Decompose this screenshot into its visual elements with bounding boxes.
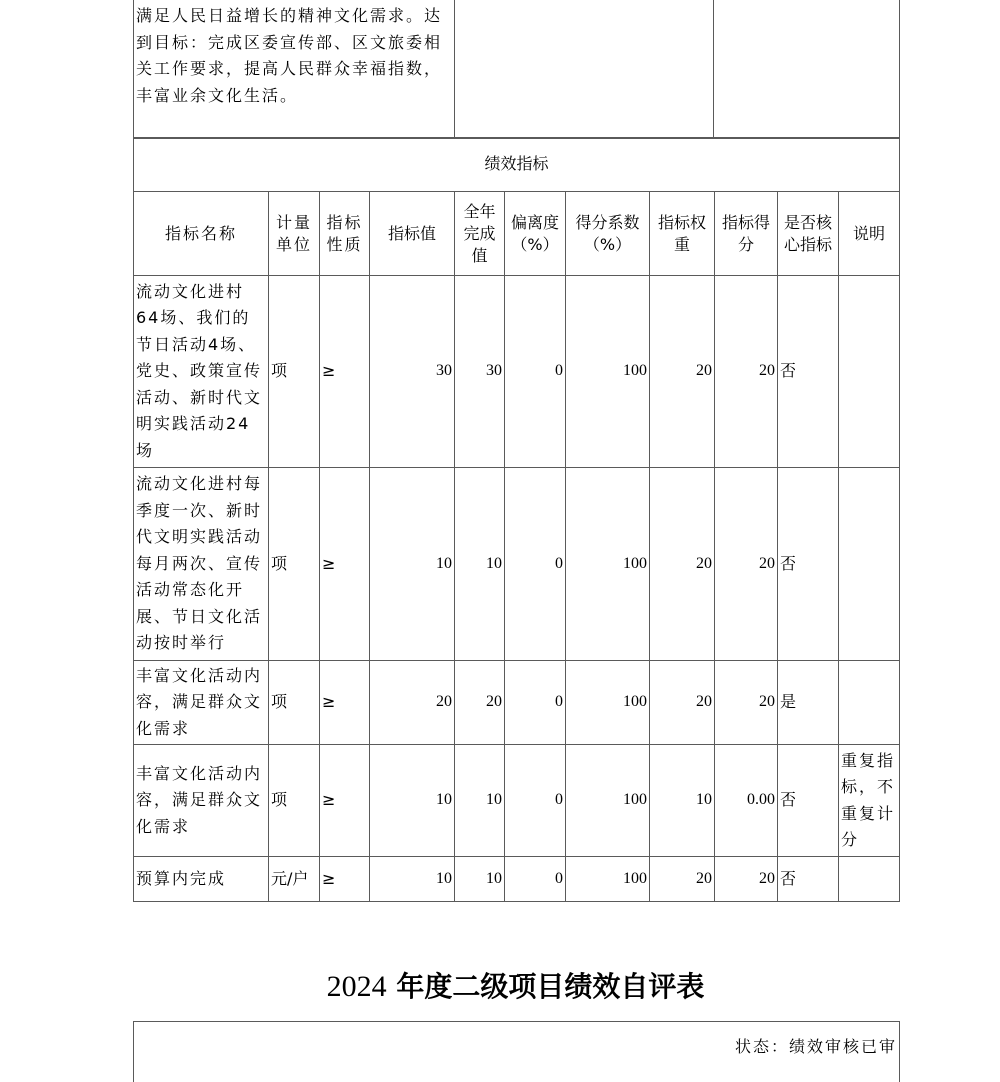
indicators-table — [133, 137, 900, 902]
target-cell: 20 — [370, 661, 455, 745]
score-cell: 20 — [715, 661, 778, 745]
score-cell: 20 — [715, 468, 778, 661]
coef-cell: 100 — [566, 745, 650, 857]
empty-cell — [455, 0, 714, 139]
note-cell — [839, 857, 900, 902]
empty-cell — [714, 0, 900, 139]
weight-cell: 20 — [650, 468, 715, 661]
form-title-year: 2024 — [326, 970, 387, 1003]
note-cell — [839, 276, 900, 468]
deviation-cell: 0 — [505, 857, 566, 902]
coef-cell: 100 — [566, 276, 650, 468]
table-row — [134, 661, 900, 745]
indicator-name: 流动文化进村64场、我们的节日活动4场、党史、政策宣传活动、新时代文明实践活动24场 — [134, 276, 269, 468]
status-text: 状态：绩效审核已审 — [734, 1037, 897, 1056]
deviation-cell: 0 — [505, 745, 566, 857]
table-row — [134, 276, 900, 468]
header-deviation: 偏离度（%） — [505, 192, 566, 276]
unit-cell: 项 — [269, 745, 320, 857]
note-cell — [839, 661, 900, 745]
core-cell: 是 — [778, 661, 839, 745]
weight-cell: 20 — [650, 661, 715, 745]
actual-cell: 10 — [455, 468, 505, 661]
header-actual: 全年完成值 — [455, 192, 505, 276]
form-title-text: 年度二级项目绩效自评表 — [396, 970, 705, 1003]
indicator-name: 丰富文化活动内容，满足群众文化需求 — [134, 661, 269, 745]
score-cell: 20 — [715, 857, 778, 902]
note-cell — [839, 468, 900, 661]
weight-cell: 10 — [650, 745, 715, 857]
actual-cell: 10 — [455, 745, 505, 857]
header-note: 说明 — [839, 192, 900, 276]
coef-cell: 100 — [566, 857, 650, 902]
target-cell: 10 — [370, 745, 455, 857]
goal-text: 满足人民日益增长的精神文化需求。达到目标：完成区委宣传部、区文旅委相关工作要求，提高人民群众幸福指数，丰富业余文化生活。 — [134, 0, 455, 139]
goal-table — [133, 0, 900, 139]
indicator-name: 预算内完成 — [134, 857, 269, 902]
nature-cell: ≥ — [320, 276, 370, 468]
weight-cell: 20 — [650, 276, 715, 468]
note-cell: 重复指标，不重复计分 — [839, 745, 900, 857]
unit-cell: 项 — [269, 661, 320, 745]
table-row — [134, 745, 900, 857]
actual-cell: 30 — [455, 276, 505, 468]
header-score: 指标得分 — [715, 192, 778, 276]
nature-cell: ≥ — [320, 468, 370, 661]
actual-cell: 10 — [455, 857, 505, 902]
target-cell: 10 — [370, 857, 455, 902]
section-title: 绩效指标 — [134, 138, 900, 192]
status-box — [133, 1021, 900, 1082]
table-row — [134, 468, 900, 661]
indicator-name: 丰富文化活动内容，满足群众文化需求 — [134, 745, 269, 857]
deviation-cell: 0 — [505, 276, 566, 468]
header-coef: 得分系数（%） — [566, 192, 650, 276]
nature-cell: ≥ — [320, 857, 370, 902]
table-row — [134, 857, 900, 902]
score-cell: 20 — [715, 276, 778, 468]
indicator-name: 流动文化进村每季度一次、新时代文明实践活动每月两次、宣传活动常态化开展、节日文化活动按时举行 — [134, 468, 269, 661]
unit-cell: 项 — [269, 276, 320, 468]
actual-cell: 20 — [455, 661, 505, 745]
core-cell: 否 — [778, 276, 839, 468]
header-weight: 指标权重 — [650, 192, 715, 276]
deviation-cell: 0 — [505, 468, 566, 661]
nature-cell: ≥ — [320, 661, 370, 745]
header-target: 指标值 — [370, 192, 455, 276]
core-cell: 否 — [778, 468, 839, 661]
core-cell: 否 — [778, 745, 839, 857]
header-name: 指标名称 — [134, 192, 269, 276]
header-unit: 计量单位 — [269, 192, 320, 276]
coef-cell: 100 — [566, 661, 650, 745]
coef-cell: 100 — [566, 468, 650, 661]
weight-cell: 20 — [650, 857, 715, 902]
form-title — [0, 965, 1000, 1005]
score-cell: 0.00 — [715, 745, 778, 857]
nature-cell: ≥ — [320, 745, 370, 857]
unit-cell: 项 — [269, 468, 320, 661]
header-core: 是否核心指标 — [778, 192, 839, 276]
unit-cell: 元/户 — [269, 857, 320, 902]
deviation-cell: 0 — [505, 661, 566, 745]
target-cell: 10 — [370, 468, 455, 661]
header-nature: 指标性质 — [320, 192, 370, 276]
target-cell: 30 — [370, 276, 455, 468]
core-cell: 否 — [778, 857, 839, 902]
